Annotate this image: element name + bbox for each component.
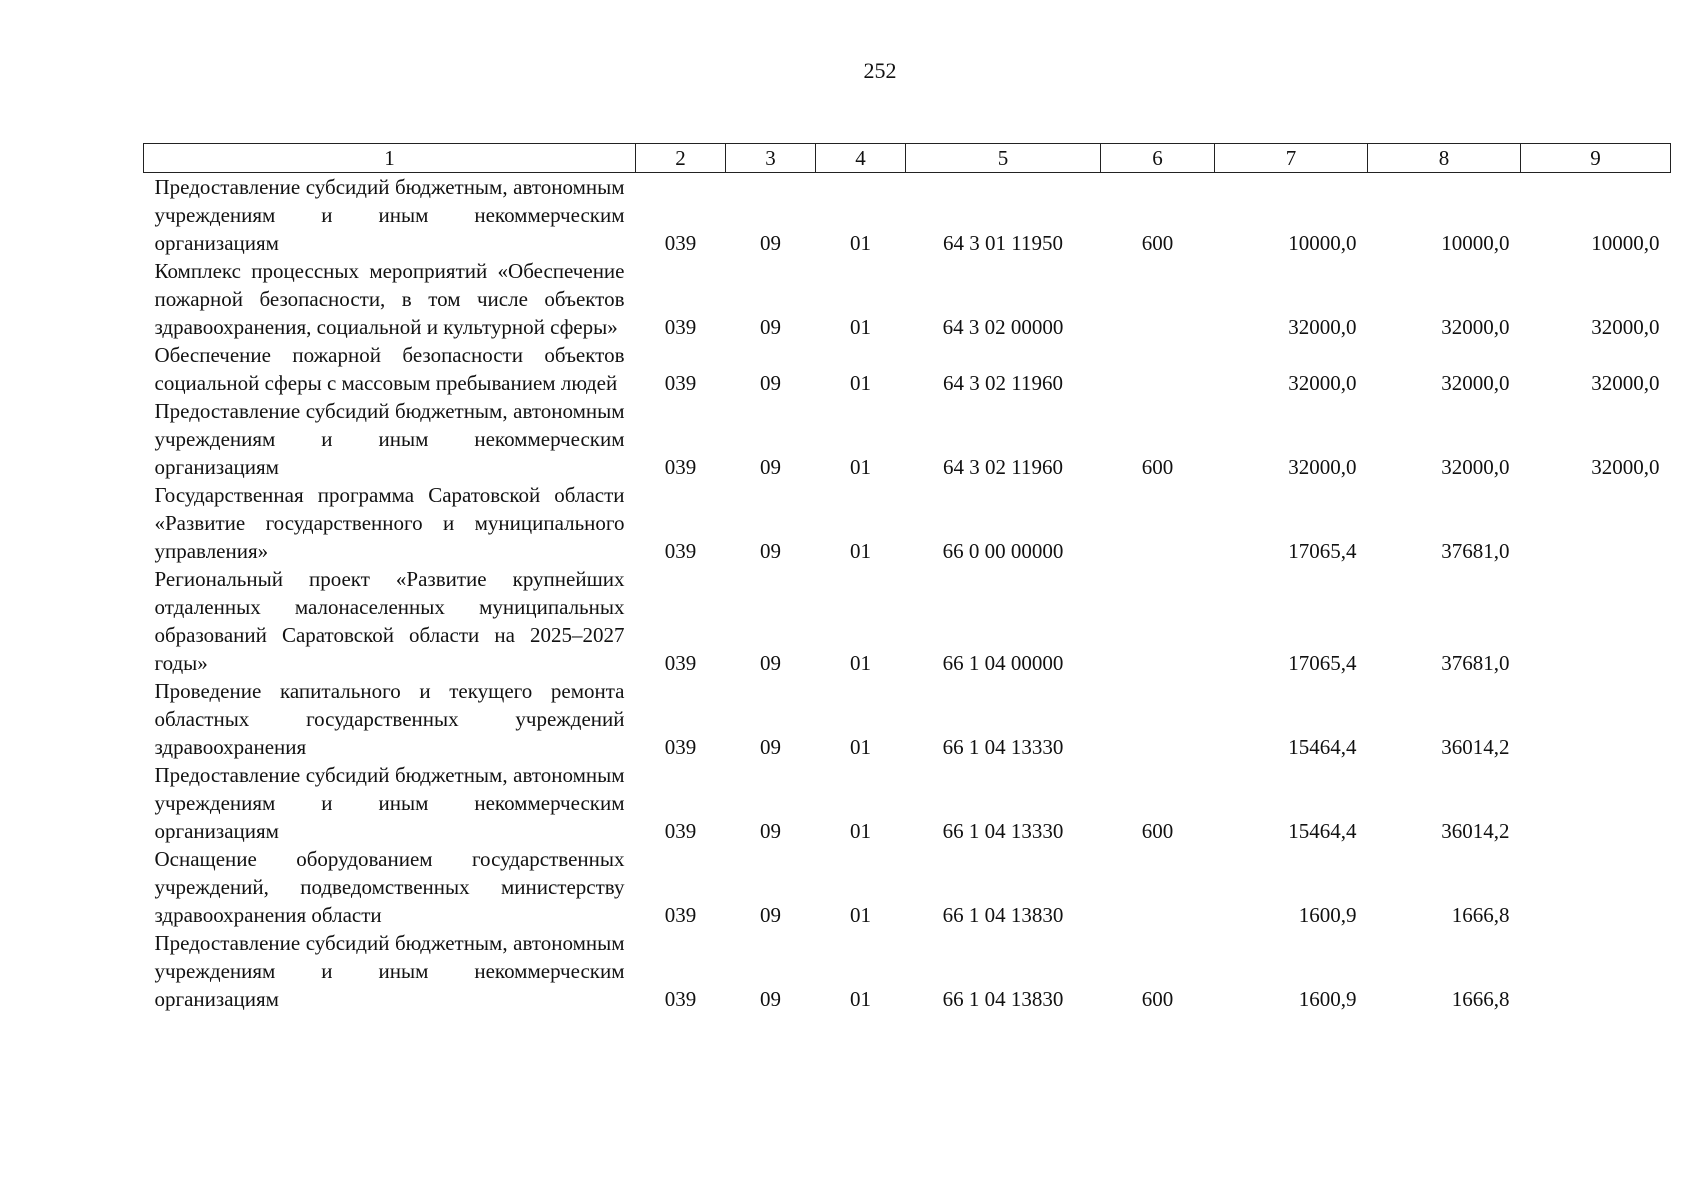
amount-cell: 10000,0 [1591,231,1660,255]
section-code-cell: 09 [760,819,781,843]
ministry-code-cell: 039 [664,987,697,1011]
expense-type-cell: 600 [1141,819,1174,843]
amount-cell: 32000,0 [1441,371,1510,395]
amount-cell: 32000,0 [1591,315,1660,339]
column-header: 9 [1521,144,1671,173]
budget-table [143,143,1671,1013]
expense-type-cell [1101,565,1215,677]
section-code-cell: 09 [760,315,781,339]
subsection-code-cell: 01 [850,539,871,563]
target-article-cell: 64 3 02 11960 [943,455,1063,479]
column-header: 8 [1368,144,1521,173]
table-row [144,341,1671,397]
amount-cell: 15464,4 [1288,735,1357,759]
target-article-cell: 66 1 04 13830 [942,987,1064,1011]
row-name-cell: Комплекс процессных мероприятий «Обеспечение пожарной безопасности, в том числе объектов здравоохранения, социальной и культурной сферы» [154,259,625,339]
expense-type-cell [1101,845,1215,929]
target-article-cell: 66 1 04 13330 [942,819,1064,843]
amount-cell: 32000,0 [1288,455,1357,479]
ministry-code-cell: 039 [664,819,697,843]
table-row [144,257,1671,341]
section-code-cell: 09 [760,371,781,395]
subsection-code-cell: 01 [850,819,871,843]
section-code-cell: 09 [760,651,781,675]
amount-cell: 15464,4 [1288,819,1357,843]
amount-cell [1521,845,1671,929]
ministry-code-cell: 039 [664,231,697,255]
section-code-cell: 09 [760,231,781,255]
table-row [144,397,1671,481]
subsection-code-cell: 01 [850,651,871,675]
expense-type-cell [1101,341,1215,397]
amount-cell [1521,929,1671,1013]
target-article-cell: 66 1 04 13330 [942,735,1064,759]
target-article-cell: 64 3 02 00000 [942,315,1064,339]
section-code-cell: 09 [760,539,781,563]
target-article-cell: 66 0 00 00000 [942,539,1064,563]
expense-type-cell: 600 [1141,987,1174,1011]
amount-cell: 32000,0 [1288,315,1357,339]
column-header: 7 [1215,144,1368,173]
amount-cell [1521,565,1671,677]
subsection-code-cell: 01 [850,315,871,339]
target-article-cell: 64 3 02 11960 [943,371,1063,395]
row-name-cell: Проведение капитального и текущего ремонта областных государственных учреждений здравоохранения [154,679,625,759]
column-header: 1 [144,144,636,173]
amount-cell: 17065,4 [1288,539,1357,563]
amount-cell: 37681,0 [1441,539,1510,563]
row-name-cell: Региональный проект «Развитие крупнейших отдаленных малонаселенных муниципальных образований Саратовской области на 2025–2027 годы» [154,567,625,675]
row-name-cell: Предоставление субсидий бюджетным, автономным учреждениям и иным некоммерческим организациям [154,399,625,479]
table-row [144,677,1671,761]
header-row [144,144,1671,173]
page-number: 252 [863,58,897,83]
subsection-code-cell: 01 [850,903,871,927]
row-name-cell: Государственная программа Саратовской области «Развитие государственного и муниципального управления» [154,483,625,563]
ministry-code-cell: 039 [664,735,697,759]
amount-cell: 36014,2 [1441,735,1510,759]
ministry-code-cell: 039 [664,903,697,927]
amount-cell: 37681,0 [1441,651,1510,675]
ministry-code-cell: 039 [664,371,697,395]
column-header: 4 [816,144,906,173]
amount-cell: 17065,4 [1288,651,1357,675]
table-row [144,481,1671,565]
table-row [144,565,1671,677]
ministry-code-cell: 039 [664,315,697,339]
amount-cell: 1666,8 [1451,903,1510,927]
table-row [144,845,1671,929]
table-row [144,929,1671,1013]
subsection-code-cell: 01 [850,231,871,255]
amount-cell: 10000,0 [1441,231,1510,255]
amount-cell: 32000,0 [1441,315,1510,339]
subsection-code-cell: 01 [850,735,871,759]
ministry-code-cell: 039 [664,651,697,675]
subsection-code-cell: 01 [850,987,871,1011]
amount-cell: 1600,9 [1298,903,1357,927]
amount-cell: 1666,8 [1451,987,1510,1011]
expense-type-cell: 600 [1141,455,1174,479]
amount-cell: 36014,2 [1441,819,1510,843]
ministry-code-cell: 039 [664,539,697,563]
amount-cell: 10000,0 [1288,231,1357,255]
column-header: 3 [726,144,816,173]
amount-cell: 32000,0 [1288,371,1357,395]
row-name-cell: Оснащение оборудованием государственных учреждений, подведомственных министерству здравоохранения области [154,847,625,927]
table-body [144,173,1671,1014]
section-code-cell: 09 [760,455,781,479]
amount-cell [1521,677,1671,761]
amount-cell [1521,761,1671,845]
amount-cell: 32000,0 [1591,455,1660,479]
row-name-cell: Предоставление субсидий бюджетным, автономным учреждениям и иным некоммерческим организациям [154,763,625,843]
target-article-cell: 66 1 04 00000 [942,651,1064,675]
expense-type-cell [1101,257,1215,341]
row-name-cell: Предоставление субсидий бюджетным, автономным учреждениям и иным некоммерческим организациям [154,175,625,255]
expense-type-cell: 600 [1141,231,1174,255]
amount-cell: 32000,0 [1441,455,1510,479]
subsection-code-cell: 01 [850,371,871,395]
section-code-cell: 09 [760,903,781,927]
amount-cell: 1600,9 [1298,987,1357,1011]
expense-type-cell [1101,677,1215,761]
row-name-cell: Обеспечение пожарной безопасности объектов социальной сферы с массовым пребыванием людей [154,343,625,395]
column-header: 2 [636,144,726,173]
amount-cell: 32000,0 [1591,371,1660,395]
section-code-cell: 09 [760,735,781,759]
column-header: 5 [906,144,1101,173]
row-name-cell: Предоставление субсидий бюджетным, автономным учреждениям и иным некоммерческим организациям [154,931,625,1011]
ministry-code-cell: 039 [664,455,697,479]
table-row [144,761,1671,845]
section-code-cell: 09 [760,987,781,1011]
column-header: 6 [1101,144,1215,173]
expense-type-cell [1101,481,1215,565]
target-article-cell: 64 3 01 11950 [943,231,1063,255]
subsection-code-cell: 01 [850,455,871,479]
target-article-cell: 66 1 04 13830 [942,903,1064,927]
amount-cell [1521,481,1671,565]
table-row [144,173,1671,258]
